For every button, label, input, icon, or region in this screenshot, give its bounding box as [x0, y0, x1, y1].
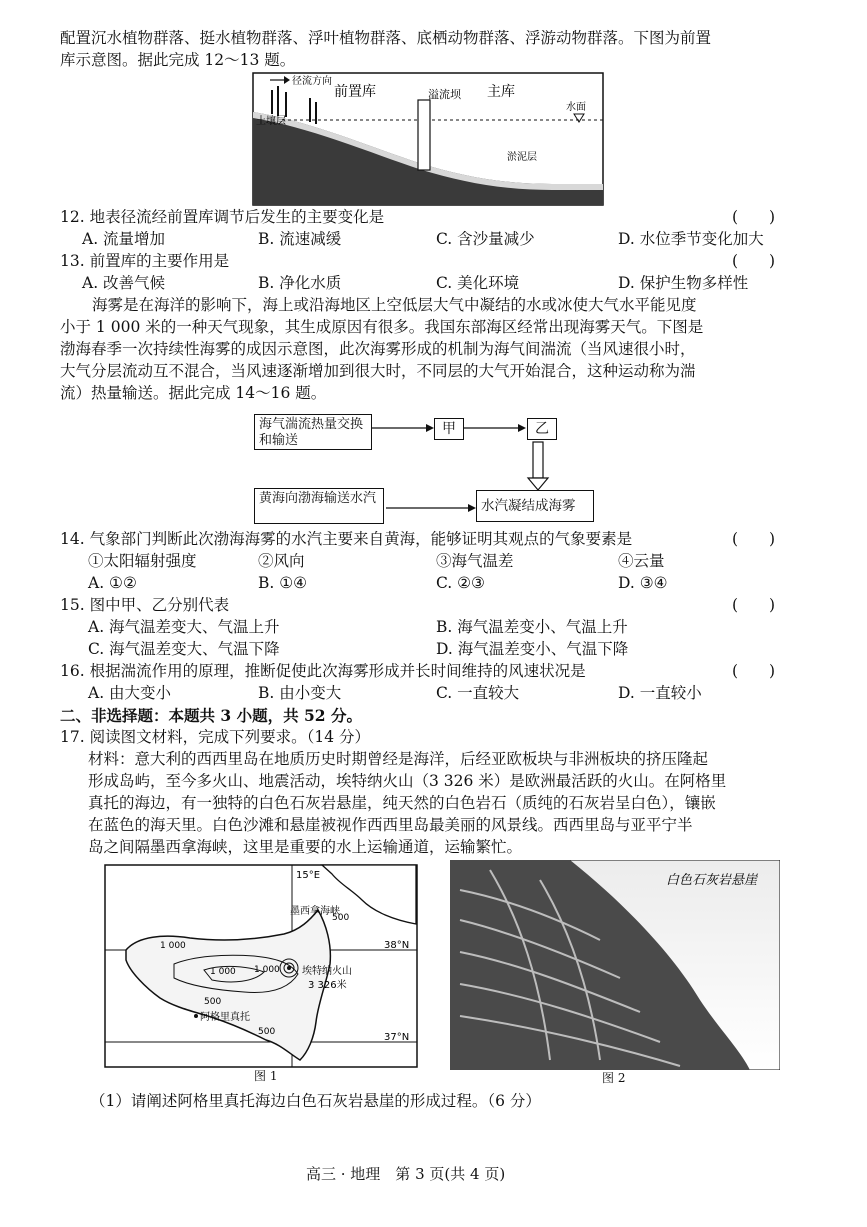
contour-label-1000-a: 1 000 [160, 941, 186, 951]
q16-answer-paren: ( ) [732, 662, 776, 680]
figure-1-caption: 图 1 [254, 1069, 278, 1083]
q13-answer-paren: ( ) [732, 252, 776, 270]
etna-label: 埃特纳火山 [302, 966, 352, 977]
q13-option-d: D. 保护生物多样性 [618, 274, 749, 292]
flow-box-yellow-sea-vapor: 黄海向渤海输送水汽 [254, 488, 384, 524]
agrigento-label: 阿格里真托 [200, 1012, 250, 1023]
soil-label: 土壤层 [256, 116, 286, 127]
q14-option-b: B. ①④ [258, 574, 308, 592]
q15-option-c: C. 海气温差变大、气温下降 [88, 640, 280, 658]
q16-option-b: B. 由小变大 [258, 684, 342, 702]
sicily-map [104, 864, 418, 1068]
q16-option-c: C. 一直较大 [436, 684, 520, 702]
q15-option-a: A. 海气温差变大、气温上升 [88, 618, 280, 636]
flow-box-condensation: 水汽凝结成海雾 [476, 490, 594, 522]
figure-2-caption: 图 2 [602, 1071, 626, 1085]
main-reservoir-label: 主库 [487, 84, 515, 100]
q12-answer-paren: ( ) [732, 208, 776, 226]
contour-label-500-c: 500 [258, 1027, 276, 1037]
q17-stem: 17. 阅读图文材料，完成下列要求。（14 分） [60, 728, 370, 746]
intro-line-2: 库示意图。据此完成 12～13 题。 [60, 51, 296, 69]
q13-option-b: B. 净化水质 [258, 274, 342, 292]
dam-label: 溢流坝 [428, 88, 461, 101]
q14-answer-paren: ( ) [732, 530, 776, 548]
q14-option-d: D. ③④ [618, 574, 668, 592]
contour-label-1000-c: 1 000 [254, 965, 280, 975]
q14-item-2: ②风向 [258, 552, 305, 570]
q16-option-d: D. 一直较小 [618, 684, 702, 702]
q14-stem: 14. 气象部门判断此次渤海海雾的水汽主要来自黄海，能够证明其观点的气象要素是 [60, 530, 633, 548]
q14-item-3: ③海气温差 [436, 552, 514, 570]
flow-box-jia: 甲 [434, 418, 464, 440]
q13-option-c: C. 美化环境 [436, 274, 520, 292]
latitude-38n-label: 38°N [384, 940, 410, 951]
q13-stem: 13. 前置库的主要作用是 [60, 252, 230, 270]
etna-height-label: 3 326米 [308, 980, 347, 991]
fog-paragraph-line-3: 渤海春季一次持续性海雾的成因示意图，此次海雾形成的机制为海气间湍流（当风速很小时， [60, 340, 696, 358]
flow-box-yi: 乙 [527, 418, 557, 440]
q14-option-a: A. ①② [88, 574, 137, 592]
contour-label-500-a: 500 [332, 913, 350, 923]
q14-item-4: ④云量 [618, 552, 665, 570]
contour-label-500-b: 500 [204, 997, 222, 1007]
q15-answer-paren: ( ) [732, 596, 776, 614]
flow-label: 径流方向 [292, 76, 332, 87]
q14-item-1: ①太阳辐射强度 [88, 552, 197, 570]
page-footer: 高三 · 地理 第 3 页(共 4 页) [306, 1165, 506, 1183]
q15-option-d: D. 海气温差变小、气温下降 [436, 640, 629, 658]
cliff-photo-label: 白色石灰岩悬崖 [666, 873, 758, 888]
q17-material-line-4: 在蓝色的海天里。白色沙滩和悬崖被视作西西里岛最美丽的风景线。西西里岛与亚平宁半 [88, 816, 693, 834]
q13-option-a: A. 改善气候 [82, 274, 166, 292]
section-2-heading: 二、非选择题：本题共 3 小题，共 52 分。 [60, 706, 362, 725]
contour-label-1000-b: 1 000 [210, 967, 236, 977]
q16-stem: 16. 根据湍流作用的原理，推断促使此次海雾形成并长时间维持的风速状况是 [60, 662, 586, 680]
fog-paragraph-line-1: 海雾是在海洋的影响下，海上或沿海地区上空低层大气中凝结的水或冰使大气水平能见度 [92, 296, 697, 314]
fog-paragraph-line-2: 小于 1 000 米的一种天气现象，其生成原因有很多。我国东部海区经常出现海雾天气。下图是 [60, 318, 704, 336]
q17-material-line-1: 材料：意大利的西西里岛在地质历史时期曾经是海洋，后经亚欧板块与非洲板块的挤压隆起 [88, 750, 709, 768]
q17-subquestion-1: （1）请阐述阿格里真托海边白色石灰岩悬崖的形成过程。（6 分） [90, 1092, 541, 1110]
limestone-cliff-photo [450, 860, 780, 1070]
q15-option-b: B. 海气温差变小、气温上升 [436, 618, 628, 636]
q12-option-b: B. 流速减缓 [258, 230, 342, 248]
q17-material-line-5: 岛之间隔墨西拿海峡，这里是重要的水上运输通道，运输繁忙。 [88, 838, 523, 856]
overflow-dam [418, 100, 430, 170]
q17-material-line-3: 真托的海边，有一独特的白色石灰岩悬崖，纯天然的白色岩石（质纯的石灰岩呈白色），镶嵌 [88, 794, 716, 812]
q17-material-line-2: 形成岛屿，至今多火山、地震活动，埃特纳火山（3 326 米）是欧洲最活跃的火山。在阿格里 [88, 772, 727, 790]
latitude-37n-label: 37°N [384, 1032, 410, 1043]
agrigento-marker-icon [194, 1014, 198, 1018]
messina-strait-label: 墨西拿海峡 [290, 906, 340, 917]
intro-line-1: 配置沉水植物群落、挺水植物群落、浮叶植物群落、底栖动物群落、浮游动物群落。下图为前置 [60, 29, 712, 47]
q12-option-a: A. 流量增加 [82, 230, 166, 248]
water-label: 水面 [566, 102, 586, 113]
q16-option-a: A. 由大变小 [88, 684, 172, 702]
q12-stem: 12. 地表径流经前置库调节后发生的主要变化是 [60, 208, 385, 226]
q15-stem: 15. 图中甲、乙分别代表 [60, 596, 230, 614]
silt-label: 淤泥层 [507, 152, 537, 163]
reservoir-figure [252, 72, 604, 206]
front-reservoir-label: 前置库 [334, 84, 376, 100]
q12-option-c: C. 含沙量减少 [436, 230, 535, 248]
fog-paragraph-line-4: 大气分层流动互不混合，当风速逐渐增加到很大时，不同层的大气开始混合，这种运动称为湍 [60, 362, 696, 380]
q14-option-c: C. ②③ [436, 574, 485, 592]
longitude-15e-label: 15°E [296, 870, 321, 881]
flow-box-turbulent-heat: 海气湍流热量交换和输送 [254, 414, 372, 450]
etna-marker-icon [287, 966, 291, 970]
fog-paragraph-line-5: 流）热量输送。据此完成 14～16 题。 [60, 384, 327, 402]
q12-option-d: D. 水位季节变化加大 [618, 230, 764, 248]
